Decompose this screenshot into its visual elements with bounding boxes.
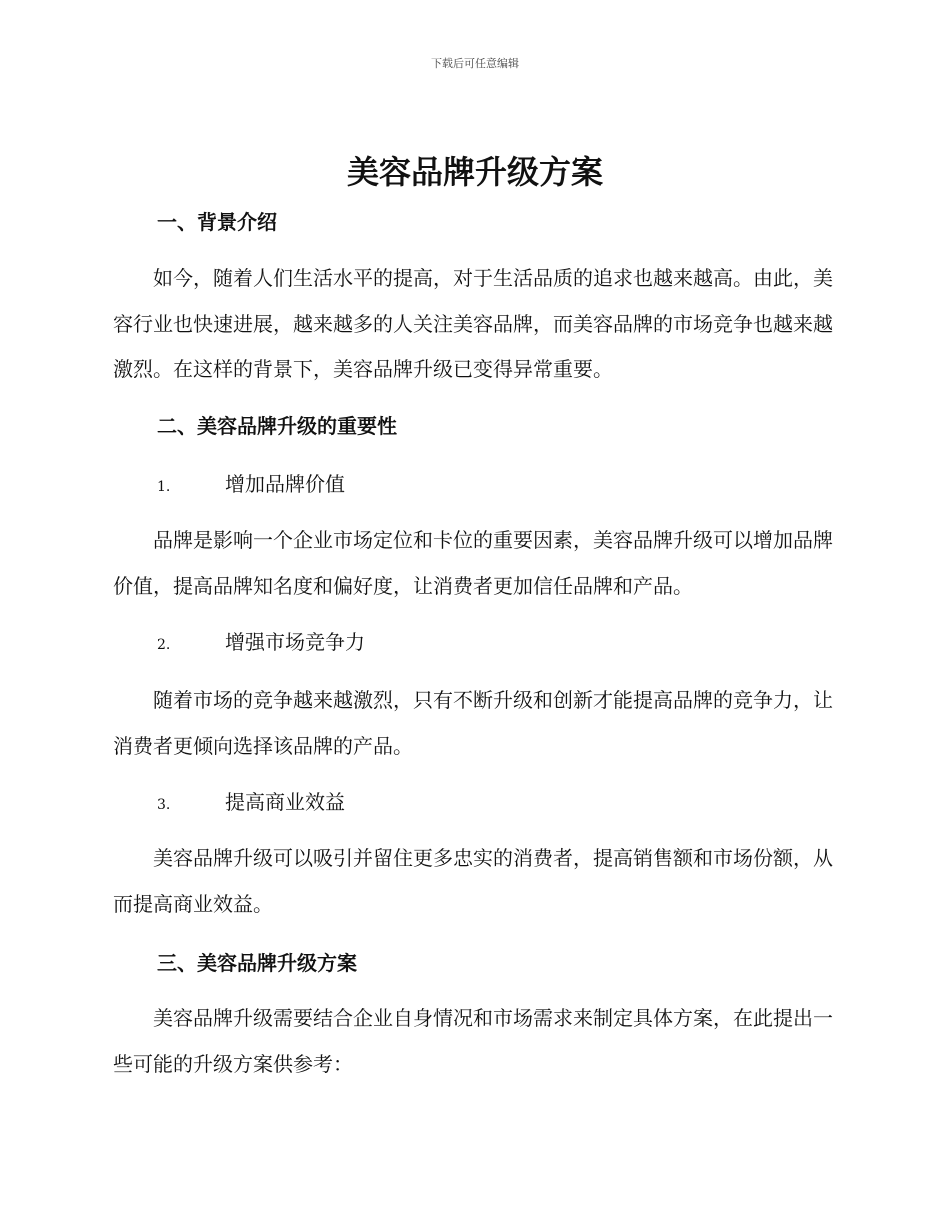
list-item-title: 提高商业效益 [225, 790, 345, 814]
list-item-number: 1. [157, 479, 171, 495]
document-title: 美容品牌升级方案 [346, 153, 603, 191]
list-item-1 [157, 470, 345, 501]
list-item-number: 3. [157, 797, 171, 813]
list-item-3 [157, 788, 345, 819]
paragraph-plan: 美容品牌升级需要结合企业自身情况和市场需求来制定具体方案，在此提出一些可能的升级方案供参考： [113, 1006, 833, 1076]
paragraph-business-benefit: 美容品牌升级可以吸引并留住更多忠实的消费者，提高销售额和市场份额，从而提高商业效益。 [113, 846, 833, 916]
paragraph-brand-value: 品牌是影响一个企业市场定位和卡位的重要因素，美容品牌升级可以增加品牌价值，提高品牌知名度和偏好度，让消费者更加信任品牌和产品。 [113, 528, 833, 598]
list-item-number: 2. [157, 637, 171, 653]
section-heading-plan: 三、美容品牌升级方案 [157, 951, 357, 975]
paragraph-competitiveness: 随着市场的竞争越来越激烈，只有不断升级和创新才能提高品牌的竞争力，让消费者更倾向选择该品牌的产品。 [113, 688, 833, 758]
list-item-title: 增强市场竞争力 [225, 630, 365, 654]
paragraph-background: 如今，随着人们生活水平的提高，对于生活品质的追求也越来越高。由此，美容行业也快速进展，越来越多的人关注美容品牌，而美容品牌的市场竞争也越来越激烈。在这样的背景下，美容品牌升级已变得异常重要。 [113, 266, 833, 381]
section-heading-importance: 二、美容品牌升级的重要性 [157, 414, 397, 438]
list-item-2 [157, 628, 365, 659]
list-item-title: 增加品牌价值 [225, 472, 345, 496]
header-note: 下载后可任意编辑 [431, 57, 519, 70]
section-heading-background: 一、背景介绍 [157, 210, 277, 234]
